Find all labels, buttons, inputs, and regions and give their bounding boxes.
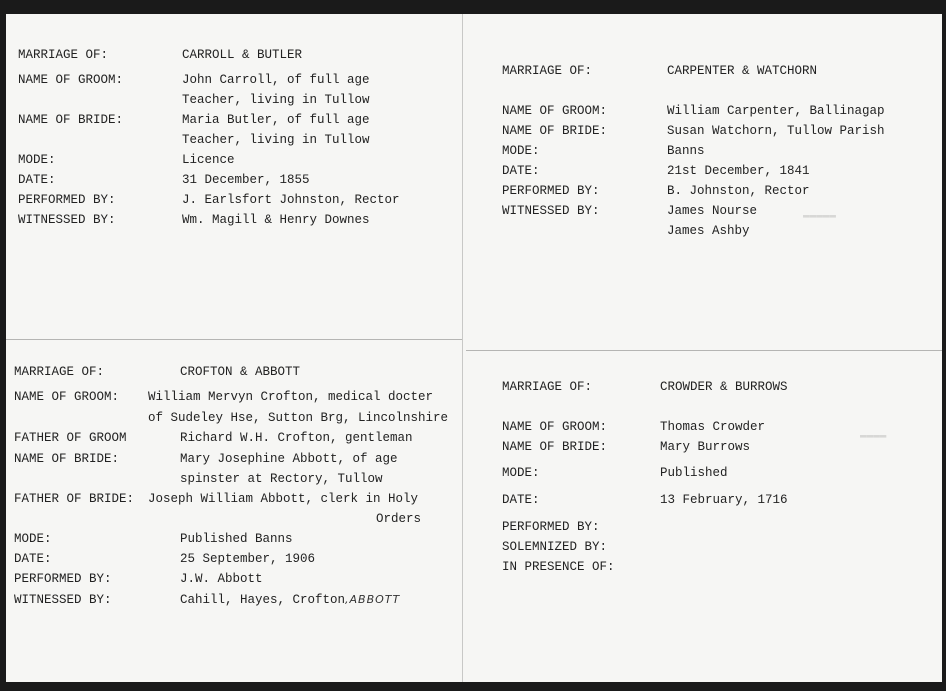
witnessed-value [180, 593, 400, 607]
groom-label: NAME OF GROOM: [18, 73, 124, 87]
performed-value: J. Earlsfort Johnston, Rector [182, 193, 400, 207]
bride-value: Mary Josephine Abbott, of age [180, 452, 398, 466]
performed-label: PERFORMED BY: [18, 193, 116, 207]
bride-label: NAME OF BRIDE: [502, 124, 608, 138]
date-label: DATE: [14, 552, 52, 566]
witnessed-label: WITNESSED BY: [14, 593, 112, 607]
bleed-through-mark: ▬▬▬▬ [860, 430, 887, 442]
performed-value: J.W. Abbott [180, 572, 263, 586]
groom-value: William Carpenter, Ballinagap [667, 104, 885, 118]
divider-left [6, 339, 462, 340]
bride-value-cont: spinster at Rectory, Tullow [180, 472, 383, 486]
bride-father-value: Joseph William Abbott, clerk in Holy [148, 492, 419, 506]
date-value: 25 September, 1906 [180, 552, 316, 566]
date-label: DATE: [502, 493, 540, 507]
bleed-through-mark: ▬▬▬▬▬ [803, 210, 837, 222]
mode-value: Banns [667, 144, 705, 158]
mode-value: Licence [182, 153, 235, 167]
witnessed-typed: Cahill, Hayes, Crofton [180, 593, 346, 607]
mode-label: MODE: [14, 532, 52, 546]
performed-label: PERFORMED BY: [502, 184, 600, 198]
groom-value-cont: Teacher, living in Tullow [182, 93, 370, 107]
marriage-of-label: MARRIAGE OF: [14, 365, 105, 379]
presence-label: IN PRESENCE OF: [502, 560, 615, 574]
witness-2: James Ashby [667, 224, 750, 238]
groom-value-cont: of Sudeley Hse, Sutton Brg, Lincolnshire [148, 411, 449, 425]
marriage-of-label: MARRIAGE OF: [18, 48, 109, 62]
witness-1: James Nourse [667, 204, 758, 218]
mode-label: MODE: [502, 144, 540, 158]
center-fold-line [462, 14, 463, 682]
witnessed-label: WITNESSED BY: [18, 213, 116, 227]
date-label: DATE: [18, 173, 56, 187]
bride-label: NAME OF BRIDE: [502, 440, 608, 454]
marriage-of-label: MARRIAGE OF: [502, 380, 593, 394]
groom-label: NAME OF GROOM: [502, 104, 608, 118]
performed-value: B. Johnston, Rector [667, 184, 810, 198]
mode-label: MODE: [18, 153, 56, 167]
performed-label: PERFORMED BY: [14, 572, 112, 586]
performed-label: PERFORMED BY: [502, 520, 600, 534]
mode-value: Published Banns [180, 532, 293, 546]
bride-value-cont: Teacher, living in Tullow [182, 133, 370, 147]
bride-father-value-cont: Orders [376, 512, 422, 526]
date-value: 13 February, 1716 [660, 493, 788, 507]
bride-father-label: FATHER OF BRIDE: [14, 492, 135, 506]
bride-value: Maria Butler, of full age [182, 113, 370, 127]
witnessed-label: WITNESSED BY: [502, 204, 600, 218]
divider-right [466, 350, 942, 351]
groom-value: William Mervyn Crofton, medical docter [148, 390, 434, 404]
bride-value: Mary Burrows [660, 440, 751, 454]
handwritten-addition: ,ABBOTT [345, 593, 401, 606]
marriage-of-label: MARRIAGE OF: [502, 64, 593, 78]
groom-value: John Carroll, of full age [182, 73, 370, 87]
bride-label: NAME OF BRIDE: [18, 113, 124, 127]
groom-father-label: FATHER OF GROOM [14, 431, 127, 445]
date-value: 31 December, 1855 [182, 173, 310, 187]
bride-label: NAME OF BRIDE: [14, 452, 120, 466]
mode-value: Published [660, 466, 728, 480]
couple-names: CARROLL & BUTLER [182, 48, 303, 62]
bride-value: Susan Watchorn, Tullow Parish [667, 124, 885, 138]
groom-label: NAME OF GROOM: [14, 390, 120, 404]
couple-names: CROFTON & ABBOTT [180, 365, 301, 379]
couple-names: CROWDER & BURROWS [660, 380, 788, 394]
mode-label: MODE: [502, 466, 540, 480]
date-value: 21st December, 1841 [667, 164, 810, 178]
groom-father-value: Richard W.H. Crofton, gentleman [180, 431, 413, 445]
couple-names: CARPENTER & WATCHORN [667, 64, 818, 78]
groom-value: Thomas Crowder [660, 420, 766, 434]
witnessed-value: Wm. Magill & Henry Downes [182, 213, 370, 227]
date-label: DATE: [502, 164, 540, 178]
groom-label: NAME OF GROOM: [502, 420, 608, 434]
solemnized-label: SOLEMNIZED BY: [502, 540, 608, 554]
